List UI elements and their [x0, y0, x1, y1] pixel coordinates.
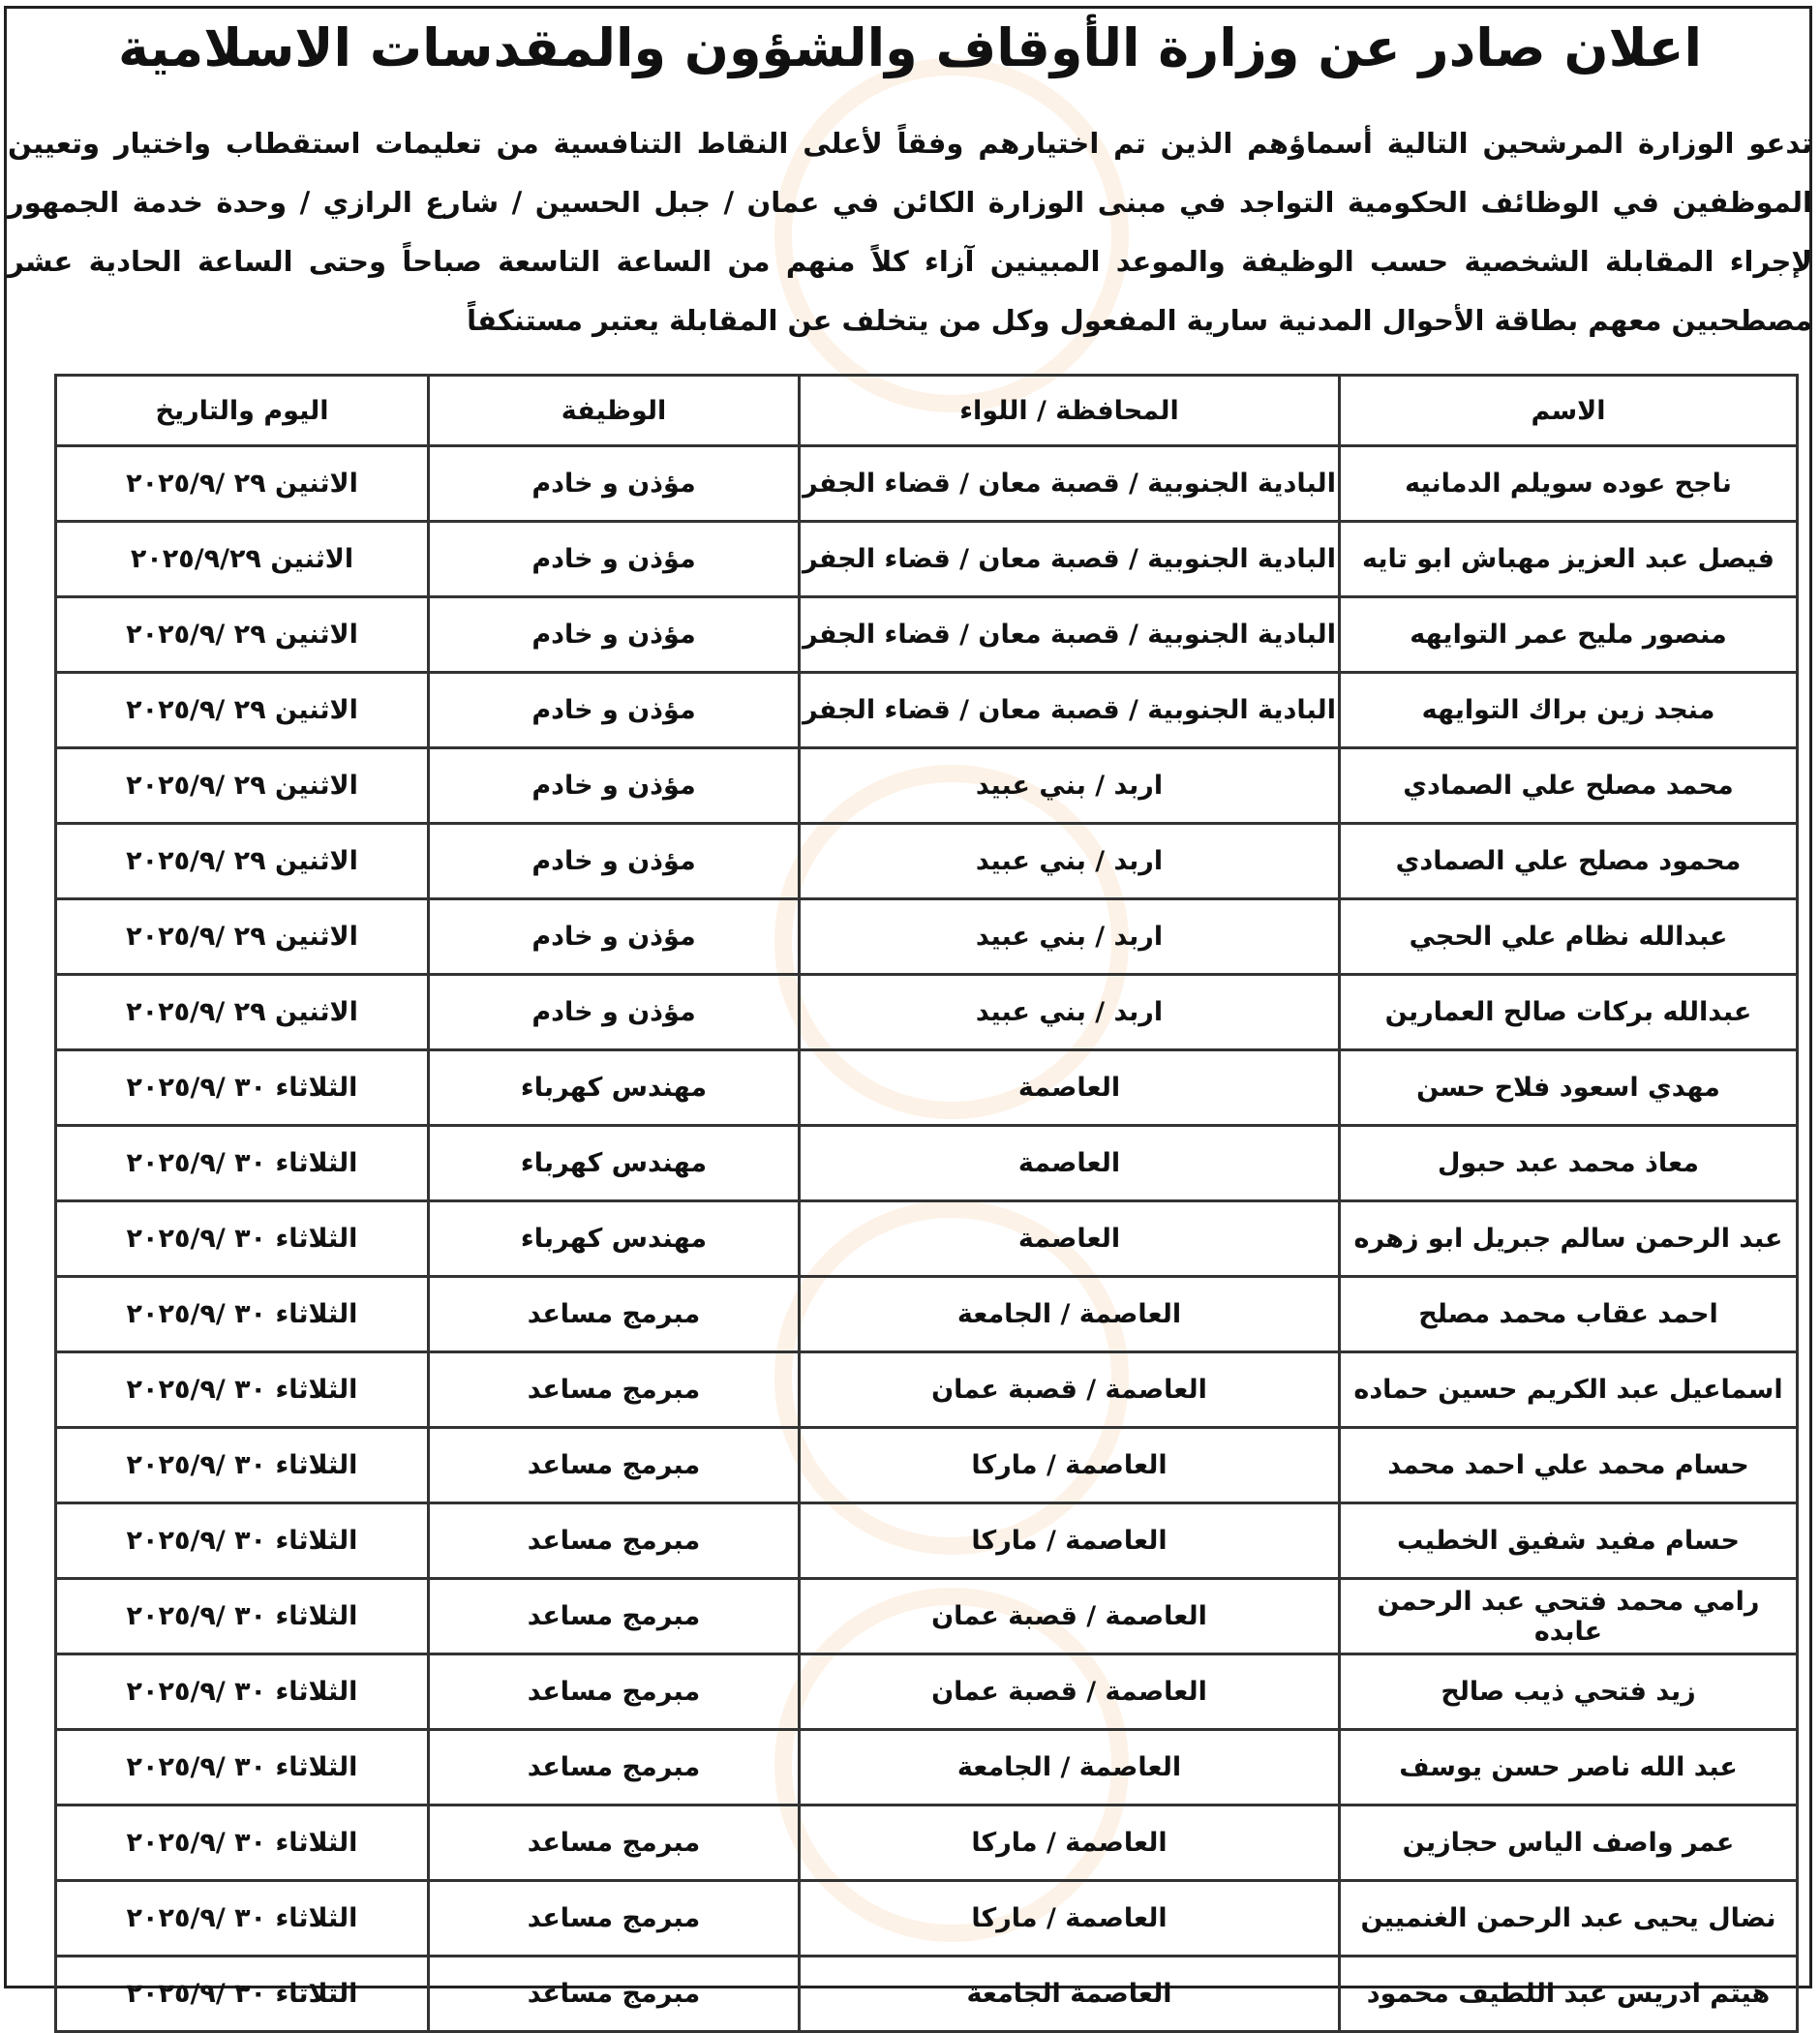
cell-name: عبد الله ناصر حسن يوسف — [1340, 1730, 1798, 1805]
header-name: الاسم — [1340, 376, 1798, 446]
cell-job: مبرمج مساعد — [429, 1428, 800, 1503]
cell-job: مبرمج مساعد — [429, 1957, 800, 2032]
table-row — [56, 1428, 1798, 1503]
table-row — [56, 1730, 1798, 1805]
cell-job: مؤذن و خادم — [429, 899, 800, 975]
cell-job: مبرمج مساعد — [429, 1881, 800, 1957]
cell-job: مهندس كهرباء — [429, 1050, 800, 1126]
table-row — [56, 1050, 1798, 1126]
table-row — [56, 673, 1798, 748]
cell-name: زيد فتحي ذيب صالح — [1340, 1654, 1798, 1730]
cell-governorate: اربد / بني عبيد — [800, 975, 1340, 1050]
cell-governorate: العاصمة / قصبة عمان — [800, 1654, 1340, 1730]
table-row — [56, 824, 1798, 899]
cell-name: منجد زين براك التوايهه — [1340, 673, 1798, 748]
cell-governorate: العاصمة / ماركا — [800, 1503, 1340, 1579]
cell-name: عبدالله بركات صالح العمارين — [1340, 975, 1798, 1050]
cell-job: مؤذن و خادم — [429, 522, 800, 597]
cell-name: احمد عقاب محمد مصلح — [1340, 1277, 1798, 1352]
cell-name: عبدالله نظام علي الحجي — [1340, 899, 1798, 975]
table-row — [56, 1126, 1798, 1201]
cell-job: مؤذن و خادم — [429, 975, 800, 1050]
table-row — [56, 1503, 1798, 1579]
cell-name: معاذ محمد عبد حبول — [1340, 1126, 1798, 1201]
cell-name: منصور مليح عمر التوايهه — [1340, 597, 1798, 673]
cell-job: مؤذن و خادم — [429, 748, 800, 824]
cell-job: مؤذن و خادم — [429, 597, 800, 673]
cell-governorate: البادية الجنوبية / قصبة معان / قضاء الجفر — [800, 597, 1340, 673]
table-header-row — [56, 376, 1798, 446]
cell-date: الاثنين ٢٩ /٢٠٢٥/٩ — [56, 899, 429, 975]
cell-governorate: العاصمة / قصبة عمان — [800, 1579, 1340, 1654]
cell-date: الثلاثاء ٣٠ /٢٠٢٥/٩ — [56, 1579, 429, 1654]
cell-name: حسام محمد علي احمد محمد — [1340, 1428, 1798, 1503]
announcement-intro: تدعو الوزارة المرشحين التالية أسماؤهم الذين تم اختيارهم وفقاً لأعلى النقاط التنافسية من تعليمات استقطاب واختيار وتعيين الموظفين في الوظائف الحكومية التواجد في مبنى الوزارة الكائن في عمان / جبل الحسين / شارع الرازي / وحدة خدمة الجمهور لإجراء المقابلة الشخصية حسب الوظيفة والموعد المبينين آزاء كلاً منهم من الساعة التاسعة صباحاً وحتى الساعة الحادية عشر مصطحبين معهم بطاقة الأحوال المدنية سارية المفعول وكل من يتخلف عن المقابلة يعتبر مستنكفاً — [8, 127, 1812, 337]
cell-name: هيثم ادريس عبد اللطيف محمود — [1340, 1957, 1798, 2032]
cell-job: مؤذن و خادم — [429, 673, 800, 748]
cell-job: مبرمج مساعد — [429, 1277, 800, 1352]
cell-job: مبرمج مساعد — [429, 1654, 800, 1730]
cell-governorate: العاصمة / الجامعة — [800, 1730, 1340, 1805]
cell-job: مبرمج مساعد — [429, 1579, 800, 1654]
cell-job: مؤذن و خادم — [429, 824, 800, 899]
table-row — [56, 1654, 1798, 1730]
cell-job: مهندس كهرباء — [429, 1126, 800, 1201]
cell-name: عمر واصف الياس حجازين — [1340, 1805, 1798, 1881]
table-row — [56, 1277, 1798, 1352]
table-row — [56, 597, 1798, 673]
announcement-title: اعلان صادر عن وزارة الأوقاف والشؤون والمقدسات الاسلامية — [117, 17, 1703, 78]
cell-date: الثلاثاء ٣٠ /٢٠٢٥/٩ — [56, 1277, 429, 1352]
cell-date: الثلاثاء ٣٠ /٢٠٢٥/٩ — [56, 1881, 429, 1957]
table-row — [56, 748, 1798, 824]
cell-job: مبرمج مساعد — [429, 1730, 800, 1805]
cell-date: الاثنين ٢٠٢٥/٩/٢٩ — [56, 522, 429, 597]
cell-governorate: العاصمة — [800, 1201, 1340, 1277]
cell-governorate: اربد / بني عبيد — [800, 899, 1340, 975]
cell-name: فيصل عبد العزيز مهباش ابو تايه — [1340, 522, 1798, 597]
candidates-table — [54, 374, 1799, 2033]
cell-name: اسماعيل عبد الكريم حسين حماده — [1340, 1352, 1798, 1428]
cell-governorate: العاصمة — [800, 1050, 1340, 1126]
cell-governorate: العاصمة / قصبة عمان — [800, 1352, 1340, 1428]
cell-governorate: البادية الجنوبية / قصبة معان / قضاء الجفر — [800, 673, 1340, 748]
header-job: الوظيفة — [429, 376, 800, 446]
cell-date: الاثنين ٢٩ /٢٠٢٥/٩ — [56, 673, 429, 748]
cell-governorate: اربد / بني عبيد — [800, 748, 1340, 824]
header-governorate: المحافظة / اللواء — [800, 376, 1340, 446]
cell-name: محمود مصلح علي الصمادي — [1340, 824, 1798, 899]
cell-date: الثلاثاء ٣٠ /٢٠٢٥/٩ — [56, 1730, 429, 1805]
cell-governorate: البادية الجنوبية / قصبة معان / قضاء الجفر — [800, 522, 1340, 597]
table-row — [56, 1805, 1798, 1881]
cell-governorate: العاصمة — [800, 1126, 1340, 1201]
cell-governorate: العاصمة / الجامعة — [800, 1277, 1340, 1352]
cell-date: الثلاثاء ٣٠ /٢٠٢٥/٩ — [56, 1201, 429, 1277]
cell-date: الثلاثاء ٣٠ /٢٠٢٥/٩ — [56, 1654, 429, 1730]
table-row — [56, 446, 1798, 522]
cell-job: مبرمج مساعد — [429, 1503, 800, 1579]
cell-date: الثلاثاء ٣٠ /٢٠٢٥/٩ — [56, 1957, 429, 2032]
cell-name: ناجح عوده سويلم الدمانيه — [1340, 446, 1798, 522]
cell-name: مهدي اسعود فلاح حسن — [1340, 1050, 1798, 1126]
table-row — [56, 1579, 1798, 1654]
cell-name: رامي محمد فتحي عبد الرحمن عابده — [1340, 1579, 1798, 1654]
cell-date: الاثنين ٢٩ /٢٠٢٥/٩ — [56, 446, 429, 522]
cell-governorate: اربد / بني عبيد — [800, 824, 1340, 899]
cell-date: الثلاثاء ٣٠ /٢٠٢٥/٩ — [56, 1428, 429, 1503]
cell-date: الاثنين ٢٩ /٢٠٢٥/٩ — [56, 597, 429, 673]
cell-job: مؤذن و خادم — [429, 446, 800, 522]
cell-governorate: العاصمة الجامعة — [800, 1957, 1340, 2032]
header-date: اليوم والتاريخ — [56, 376, 429, 446]
table-row — [56, 1201, 1798, 1277]
cell-date: الاثنين ٢٩ /٢٠٢٥/٩ — [56, 748, 429, 824]
cell-date: الثلاثاء ٣٠ /٢٠٢٥/٩ — [56, 1805, 429, 1881]
table-row — [56, 1881, 1798, 1957]
cell-governorate: العاصمة / ماركا — [800, 1881, 1340, 1957]
table-row — [56, 899, 1798, 975]
cell-date: الثلاثاء ٣٠ /٢٠٢٥/٩ — [56, 1050, 429, 1126]
table-row — [56, 975, 1798, 1050]
cell-name: نضال يحيى عبد الرحمن الغنميين — [1340, 1881, 1798, 1957]
cell-job: مهندس كهرباء — [429, 1201, 800, 1277]
cell-name: محمد مصلح علي الصمادي — [1340, 748, 1798, 824]
cell-date: الثلاثاء ٣٠ /٢٠٢٥/٩ — [56, 1503, 429, 1579]
cell-date: الثلاثاء ٣٠ /٢٠٢٥/٩ — [56, 1352, 429, 1428]
cell-governorate: العاصمة / ماركا — [800, 1805, 1340, 1881]
cell-job: مبرمج مساعد — [429, 1352, 800, 1428]
cell-job: مبرمج مساعد — [429, 1805, 800, 1881]
cell-name: عبد الرحمن سالم جبريل ابو زهره — [1340, 1201, 1798, 1277]
cell-governorate: العاصمة / ماركا — [800, 1428, 1340, 1503]
cell-governorate: البادية الجنوبية / قصبة معان / قضاء الجفر — [800, 446, 1340, 522]
table-row — [56, 522, 1798, 597]
cell-date: الاثنين ٢٩ /٢٠٢٥/٩ — [56, 824, 429, 899]
table-row — [56, 1352, 1798, 1428]
cell-date: الاثنين ٢٩ /٢٠٢٥/٩ — [56, 975, 429, 1050]
cell-date: الثلاثاء ٣٠ /٢٠٢٥/٩ — [56, 1126, 429, 1201]
cell-name: حسام مفيد شفيق الخطيب — [1340, 1503, 1798, 1579]
